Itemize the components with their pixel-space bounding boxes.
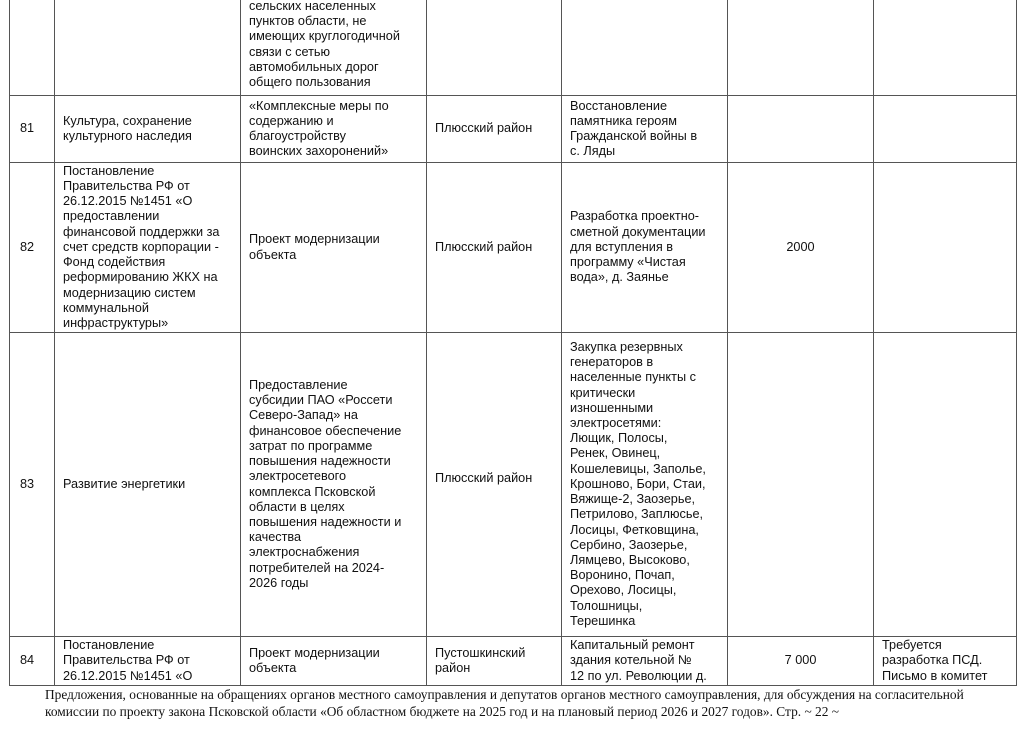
row-note: Требуется разработка ПСД. Письмо в комитет (874, 637, 1017, 686)
row-number: 83 (10, 333, 55, 637)
row-number: 84 (10, 637, 55, 686)
table-row (10, 163, 1017, 333)
row-note (874, 0, 1017, 96)
row-program: «Комплексные меры по содержанию и благоустройству воинских захоронений» (241, 96, 427, 163)
row-number: 81 (10, 96, 55, 163)
row-program: Проект модернизации объекта (241, 163, 427, 333)
row-amount: 7 000 (728, 637, 874, 686)
row-object: Восстановление памятника героям Гражданской войны в с. Ляды (562, 96, 728, 163)
row-number (10, 0, 55, 96)
row-district (427, 0, 562, 96)
row-district: Плюсский район (427, 96, 562, 163)
footer-line-2: комиссии по проекту закона Псковской области «Об областном бюджете на 2025 год и на плановый период 2026 и 2027 годов». Стр. ~ 22 ~ (45, 704, 840, 719)
budget-proposals-table (9, 0, 1017, 686)
page-footer (45, 686, 1005, 720)
row-note (874, 163, 1017, 333)
table-row (10, 637, 1017, 686)
row-object (562, 0, 728, 96)
row-program: Предоставление субсидии ПАО «Россети Северо-Запад» на финансовое обеспечение затрат по программе повышения надежности электросетевого комплекса Псковской области в целях повышения надежности и качества электроснабжения потребителей на 2024- 2026 годы (241, 333, 427, 637)
row-district: Пустошкинский район (427, 637, 562, 686)
row-category: Постановление Правительства РФ от 26.12.2015 №1451 «О (55, 637, 241, 686)
row-category (55, 0, 241, 96)
footer-line-1: Предложения, основанные на обращениях органов местного самоуправления и депутатов органов местного самоуправления, для обсуждения на согласительной (45, 687, 964, 702)
row-district: Плюсский район (427, 163, 562, 333)
row-amount (728, 96, 874, 163)
row-object: Капитальный ремонт здания котельной № 12 по ул. Революции д. (562, 637, 728, 686)
row-amount: 2000 (728, 163, 874, 333)
row-note (874, 96, 1017, 163)
table-row (10, 333, 1017, 637)
row-program: Проект модернизации объекта (241, 637, 427, 686)
row-object: Закупка резервных генераторов в населенные пункты с критически изношенными электросетями: Лющик, Полосы, Ренек, Овинец, Кошелевицы, Заполье, Крошново, Бори, Стаи, Вяжище-2, Заозерье, Петрилово, Заплюсье, Лосицы, Фетковщина, Сербино, Заозерье, Лямцево, Высоково, Воронино, Почап, Орехово, Лосицы, Толошницы, Терешинка (562, 333, 728, 637)
row-amount (728, 333, 874, 637)
table-row (10, 96, 1017, 163)
row-district: Плюсский район (427, 333, 562, 637)
row-category: Культура, сохранение культурного наследия (55, 96, 241, 163)
row-category: Постановление Правительства РФ от 26.12.2015 №1451 «О предоставлении финансовой поддержки за счет средств корпорации - Фонд содействия реформированию ЖКХ на модернизацию систем коммунальной инфраструктуры» (55, 163, 241, 333)
row-program: сельских населенных пунктов области, не имеющих круглогодичной связи с сетью автомобильных дорог общего пользования (241, 0, 427, 96)
row-amount (728, 0, 874, 96)
row-note (874, 333, 1017, 637)
row-object: Разработка проектно- сметной документации для вступления в программу «Чистая вода», д. Заянье (562, 163, 728, 333)
row-category: Развитие энергетики (55, 333, 241, 637)
table-row (10, 0, 1017, 96)
row-number: 82 (10, 163, 55, 333)
